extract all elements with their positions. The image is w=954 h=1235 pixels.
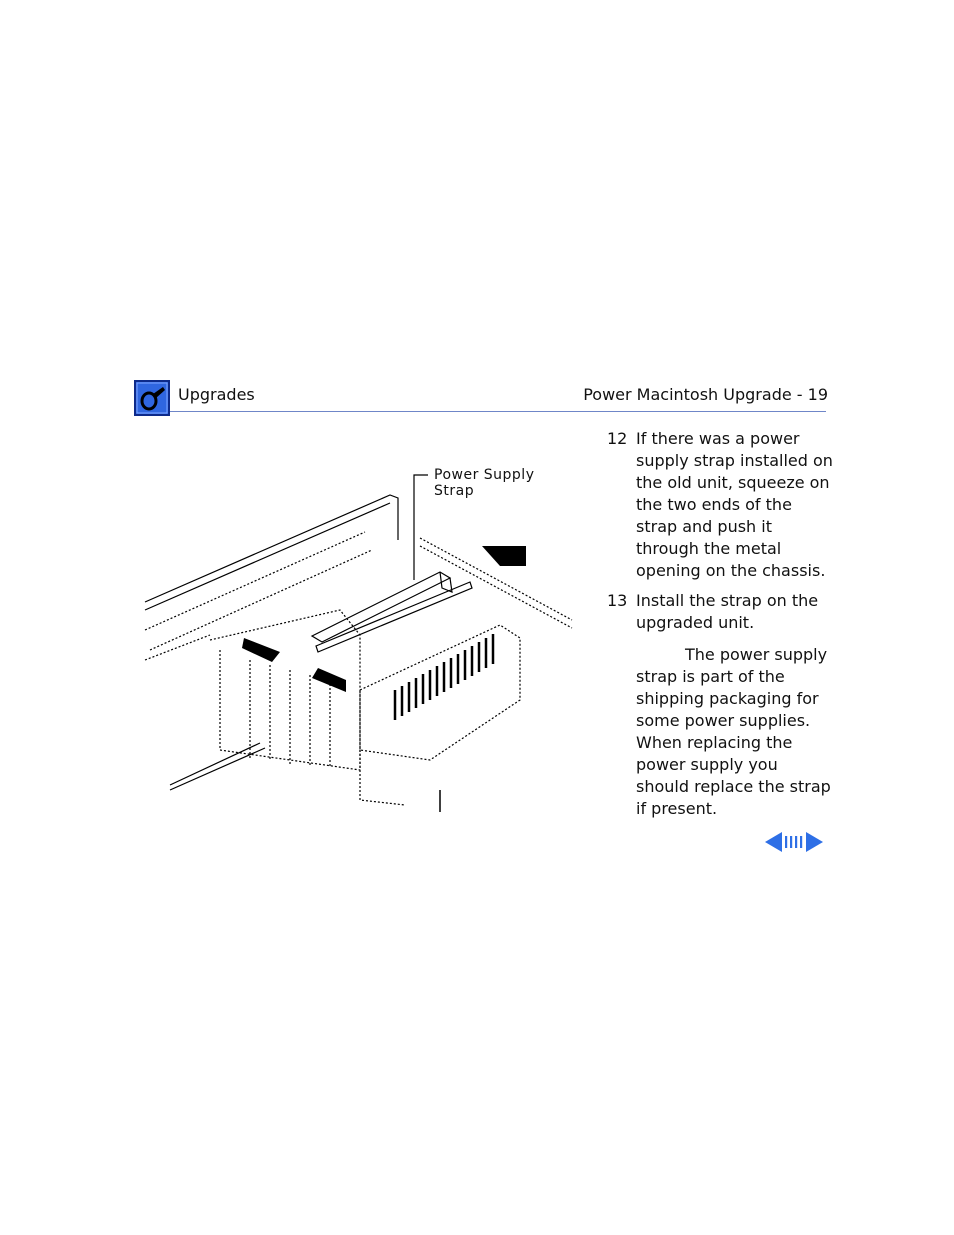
step-text: If there was a power supply strap installed on the old unit, squeeze on the two ends of the strap and push it through the metal opening on the chassis.: [636, 429, 833, 580]
header-divider: [170, 411, 826, 412]
page-title: Power Macintosh Upgrade - 19: [583, 385, 828, 404]
previous-page-icon[interactable]: [764, 831, 782, 853]
step-number: 12: [607, 429, 628, 448]
apple-wrench-icon: [134, 380, 170, 416]
section-label: Upgrades: [178, 385, 255, 404]
page-navigation: [764, 830, 828, 854]
callout-label-text: Power Supply Strap: [434, 467, 535, 499]
next-page-icon[interactable]: [806, 831, 824, 853]
callout-label: [434, 467, 535, 499]
power-supply-strap-illustration: [140, 460, 580, 820]
step-number: 13: [607, 591, 628, 610]
note-text: The power supply strap is part of the shipping packaging for some power supplies. When replacing the power supply you should replace the strap if present.: [636, 645, 831, 818]
page-index-icon[interactable]: [782, 831, 806, 853]
step-text: Install the strap on the upgraded unit.: [636, 591, 819, 632]
